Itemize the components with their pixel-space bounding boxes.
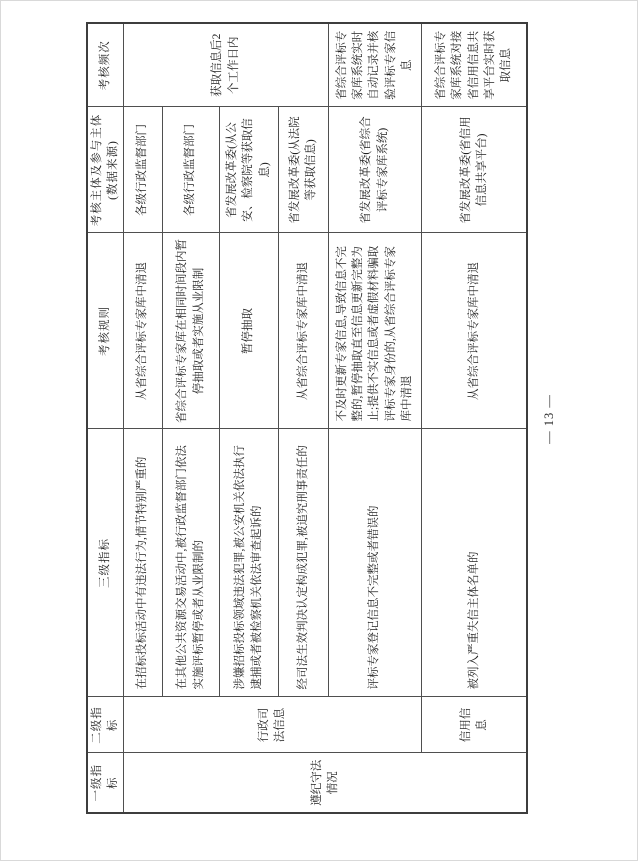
cell-level3: 在其他公共资源交易活动中,被行政监督部门依法实施评标暂停或者从业限制的 [162,429,219,697]
cell-subject: 省发展改革委(省综合评标专家库系统) [328,107,421,233]
cell-rule: 从省综合评标专家库中清退 [421,233,527,429]
cell-level3: 在招标投标活动中有违法行为,情节特别严重的 [123,429,162,697]
table-row [421,23,527,813]
cell-level1-group: 遵纪守法情况 [123,753,527,813]
cell-rule: 暂停抽取 [219,233,278,429]
table-row [123,23,162,813]
cell-rule: 省综合评标专家库在相同时间段内暂停抽取或者实施从业限制 [162,233,219,429]
table-row [162,23,219,813]
cell-frequency-merged: 获取信息后2个工作日内 [123,23,328,107]
header-level2: 二级指标 [87,697,123,753]
header-subject: 考核主体及参与主体(数据来源) [87,107,123,233]
header-level1: 一级指标 [87,753,123,813]
cell-level3: 涉嫌招标投标领域违法犯罪,被公安机关依法执行逮捕或者被检察机关依法审查起诉的 [219,429,278,697]
cell-rule: 从省综合评标专家库中清退 [278,233,328,429]
table-row [219,23,278,813]
cell-frequency: 省综合评标专家库系统对接省信用信息共享平台实时获取信息 [421,23,527,107]
header-level3: 三级指标 [87,429,123,697]
cell-level3: 评标专家登记信息不完整或者错误的 [328,429,421,697]
cell-subject: 省发展改革委(从法院等获取信息) [278,107,328,233]
page-number: — 13 — [542,394,557,444]
cell-rule: 不及时更新专家信息,导致信息不完整的,暂停抽取直至信息更新完整为止;提供不实信息或者虚假材料骗取评标专家身份的,从省综合评标专家库中清退 [328,233,421,429]
assessment-indicator-table [86,22,528,814]
cell-subject: 省发展改革委(从公安、检察院等获取信息) [219,107,278,233]
landscape-sheet [86,24,557,814]
cell-frequency: 省综合评标专家库系统实时自动记录并核验评标专家信息 [328,23,421,107]
table-row [278,23,328,813]
cell-rule: 从省综合评标专家库中清退 [123,233,162,429]
cell-level3: 被列入严重失信主体名单的 [421,429,527,697]
cell-subject: 各级行政监督部门 [123,107,162,233]
cell-level3: 经司法生效判决认定构成犯罪,被追究刑事责任的 [278,429,328,697]
table-header-row [87,23,123,813]
cell-level2-credit: 信用信息 [421,697,527,753]
cell-level2-admin-judicial: 行政司法信息 [123,697,421,753]
cell-subject: 省发展改革委(省信用信息共享平台) [421,107,527,233]
header-frequency: 考核频次 [87,23,123,107]
table-row [328,23,421,813]
header-rule: 考核规则 [87,233,123,429]
rotated-content-area [86,24,557,814]
cell-subject: 各级行政监督部门 [162,107,219,233]
